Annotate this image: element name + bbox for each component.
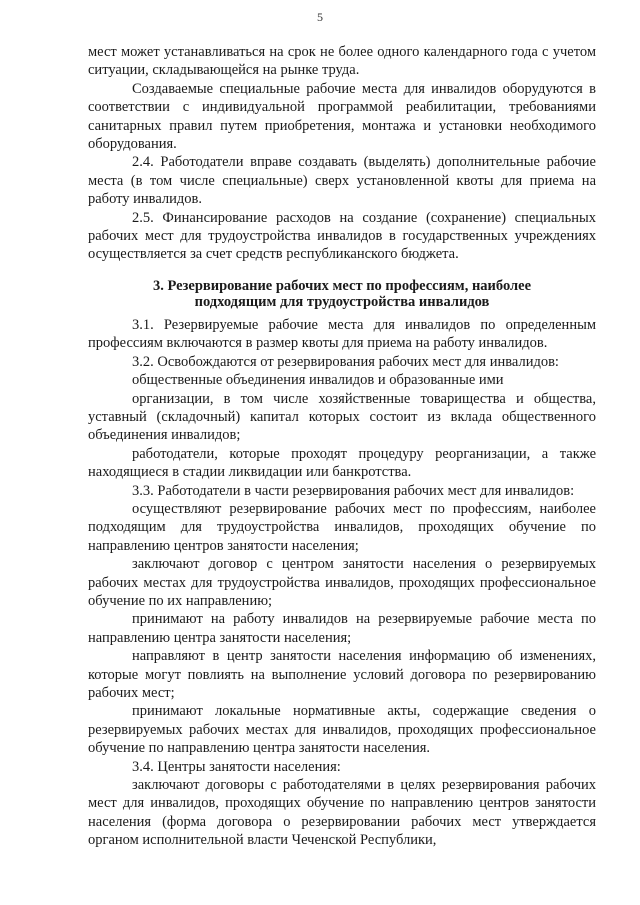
paragraph: 3.2. Освобождаются от резервирования рабочих мест для инвалидов: (132, 353, 559, 370)
paragraph: 3.4. Центры занятости населения: (132, 758, 341, 775)
section-heading-line: подходящим для трудоустройства инвалидов (194, 293, 490, 310)
paragraph: Создаваемые специальные рабочие места для инвалидов оборудуются в соответствии с индивидуальной программой реабилитации, требованиями санитарных правил путем приобретения, монтажа и установки необходимого оборудования. (88, 80, 596, 153)
paragraph: общественные объединения инвалидов и образованные ими (132, 372, 504, 389)
page-number: 5 (317, 10, 323, 24)
document-body (88, 43, 596, 850)
paragraph: работодатели, которые проходят процедуру реорганизации, а также находящиеся в стадии ликвидации или банкротства. (88, 445, 596, 481)
paragraph: организации, в том числе хозяйственные товарищества и общества, уставный (складочный) капитал которых состоит из вклада общественного объединения инвалидов; (88, 390, 596, 444)
section-heading-line: 3. Резервирование рабочих мест по профессиям, наиболее (152, 277, 532, 294)
paragraph: 3.3. Работодатели в части резервирования рабочих мест для инвалидов: (132, 482, 575, 499)
paragraph: осуществляют резервирование рабочих мест по профессиям, наиболее подходящим для трудоустройства инвалидов, проходящих обучение по направлению центров занятости населения; (88, 500, 596, 554)
paragraph: направляют в центр занятости населения информацию об изменениях, которые могут повлиять на выполнение условий договора по резервированию рабочих мест; (88, 648, 596, 701)
paragraph: заключают договор с центром занятости населения о резервируемых рабочих местах для трудоустройства инвалидов, проходящих профессиональное обучение по их направлению; (88, 556, 596, 609)
paragraph: принимают локальные нормативные акты, содержащие сведения о резервируемых рабочих местах для инвалидов, проходящих профессиональное обучение по направлению центра занятости населения. (88, 703, 596, 757)
paragraph: заключают договоры с работодателями в целях резервирования рабочих мест для инвалидов, проходящих обучение по направлению центров занятости населения (форма договора о резервировании рабочих мест утверждается органом исполнительной власти Чеченской Республики, (88, 777, 596, 849)
paragraph: 2.4. Работодатели вправе создавать (выделять) дополнительные рабочие места (в том числе специальные) сверх установленной квоты для приема на работу инвалидов. (88, 154, 596, 208)
paragraph: мест может устанавливаться на срок не более одного календарного года с учетом ситуации, складывающейся на рынке труда. (88, 44, 596, 79)
paragraph: принимают на работу инвалидов на резервируемые рабочие места по направлению центра занятости населения; (88, 611, 596, 646)
section-heading (88, 278, 596, 310)
paragraph: 3.1. Резервируемые рабочие места для инвалидов по определенным профессиям включаются в размер квоты для приема на работу инвалидов. (88, 316, 596, 352)
paragraph: 2.5. Финансирование расходов на создание (сохранение) специальных рабочих мест для трудоустройства инвалидов в государственных учреждениях осуществляется за счет средств республиканского бюджета. (88, 209, 596, 263)
